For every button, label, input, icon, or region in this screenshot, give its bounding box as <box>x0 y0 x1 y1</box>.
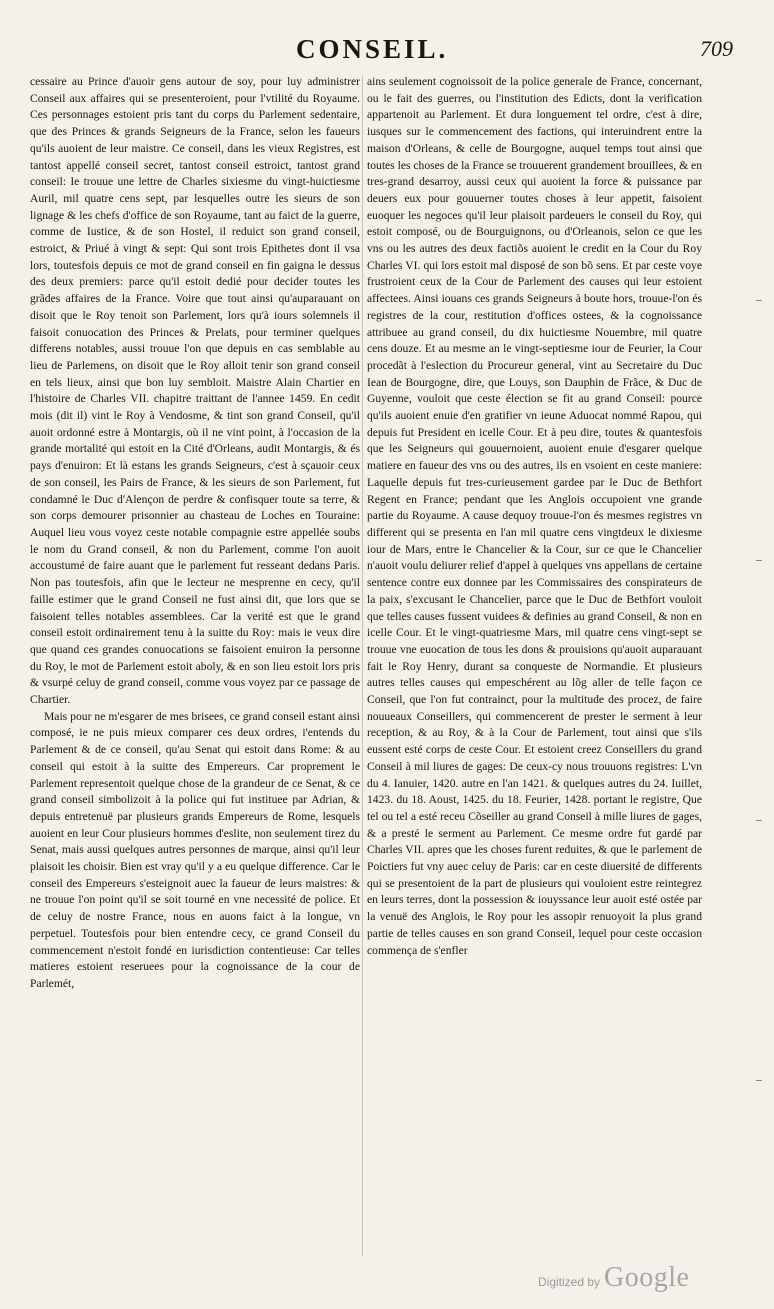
column-divider <box>362 76 363 1256</box>
left-column <box>30 74 360 993</box>
google-logo: Google <box>604 1262 690 1293</box>
margin-tick <box>756 300 762 301</box>
right-column <box>367 74 702 959</box>
running-title: CONSEIL. <box>296 34 449 64</box>
page-header <box>0 28 774 72</box>
digitized-label: Digitized by <box>538 1275 601 1289</box>
margin-tick <box>756 560 762 561</box>
margin-tick <box>756 820 762 821</box>
left-paragraph-2: Mais pour ne m'esgarer de mes brisees, ce grand conseil estant ainsi composé, ie ne puis mieux comparer ces deux ordres, i'entends du Parlement & de ce conseil, qu'au Senat qui estoit dans Rome: & au conseil qui estoit à la suitte des Empereurs. Car proprement le Parlement representoit quelque chose de la grandeur de ce Senat, & ce grand conseil simbolizoit à la police qui fut instituee par Adrian, & depuis entretenuë par plusieurs grands Empereurs de Rome, lesquels auoient en leur Cour plusieurs hommes d'eslite, non seulement tirez du Senat, mais aussi quelques autres personnes de marque, ainsi qu'il leur plaisoit les choisir. Bien est vray qu'il y a eu quelque difference. Car le conseil des Empereurs s'esteignoit auec la faueur de leurs maistres: & ne trouue l'on point qu'il se soit tourné en vne necessité de police. Et de celuy de nostre France, nous en auons faict à la longue, vn perpetuel. Toutesfois pour bien entendre cecy, ce grand Conseil du commencement n'estoit fondé en iurisdiction contentieuse: Car telles matieres estoient reseruees pour la cognoissance de la cour de Parlemét, <box>30 709 360 990</box>
digitized-footer <box>538 1262 689 1294</box>
margin-tick <box>756 1080 762 1081</box>
page-number: 709 <box>700 36 733 61</box>
left-paragraph-1: cessaire au Prince d'auoir gens autour de soy, pour luy administrer Conseil aux affaires qui se presenteroient, pour l'vtilité du Royaume. Ces personnages estoient pris tant du corps du Parlement sedentaire, que des Princes & grands Seigneurs de la France, selon les faueurs qu'ils auoient de leur maistre. Ce conseil, dans les vieux Registres, est tantost appellé conseil secret, tantost conseil estroict, tantost grand conseil: Ie trouue une lettre de Charles sixiesme du vingt-huictiesme Auril, mil quatre cens sept, par lesquelles outre les sieurs de son lignage & les chefs d'office de son Royaume, tant au faict de la guerre, comme de Iustice, & de son Hostel, il reduict son grand conseil, estroict, & Priué à vingt & sept: Qui sont trois Epithetes dont il vsa lors, toutesfois depuis ce mot de grand conseil en fin gaigna le dessus des deux premiers: parce qu'il estoit dedié pour decider toutes les grãdes affaires de la France. Voire que tout ainsi qu'auparauant on disoit que le Roy tenoit son Parlement, lors qu'à iours solemnels il faisoit conuocation des Princes & Prelats, pour terminer quelques differens notables, aussi trouue l'on que depuis en cas semblable au lieu de Parlemens, on disoit que le Roy alloit tenir son grand conseil en tels lieux, ainsi que bon luy sembloit. Maistre Alain Chartier en l'histoire de Charles VII. chapitre traittant de l'annee 1459. En cedit mois (dit il) vint le Roy à Vendosme, & tint son grand Conseil, qu'il auoit ordonné estre à Montargis, où il ne vint point, à l'occasion de la grande mortalité qui estoit en la Cité d'Orleans, audit Montargis, & és pays d'enuiron: Et là estans les grands Seigneurs, c'est à sçauoir ceux de son conseil, les Pairs de France, & les sieurs de son Parlement, fut condamné le Duc d'Alençon de perdre & confisquer toute sa terre, & son corps demourer prisonnier au chasteau de Loches en Touraine: Auquel lieu vous voyez ceste notable compagnie estre appellée soubs le nom du Grand conseil, & non du Parlement, comme l'on auoit accoustumé de faire auant que le parlement fut resseant dedans Paris. Non pas toutesfois, afin que le lecteur ne mesprenne en cecy, qu'il faille estimer que le grand Conseil ne fust ainsi dit, que lors que se faisoient telles notables assemblees. Car la verité est que le grand conseil estoit ordinairement tenu à la suitte du Roy: mais ie veux dire que quand ces grandes conuocations se faisoient enuiron la personne du Roy, le mot de Parlement estoit aboly, & en son lieu estoit lors pris & vsurpé celuy de grand conseil, comme vous voyez par ce passage de Chartier. <box>30 75 360 707</box>
right-paragraph-1: ains seulement cognoissoit de la police generale de France, concernant, ou le fait des guerres, ou l'institution des Edicts, dont la verification appartenoit au Parlement. Et dura longuement tel ordre, c'est à dire, iusques sur le commencement des factions, qui interuindrent entre la maison d'Orleans, & celle de Bourgogne, auquel temps tout ainsi que toutes les choses de la France se trouuerent grandement brouillees, & en tres-grand desarroy, aussi ceux qui auoient la force & puissance par deuers eux pour gouuerner toutes choses à leur appetit, faisoient euoquer les negoces qu'il leur plaisoit pardeuers le conseil du Roy, qui estoit composé, ou de Bourguignons, ou d'Orleanois, selon ce que les vns ou les autres des deux factiõs auoient le credit en la Cour du Roy Charles VI. qui lors estoit mal disposé de son bõ sens. Et par ceste voye frustroient ceux de la Cour de Parlement des causes qui leur estoient affectees. Ainsi iouans ces grands Seigneurs à boute hors, trouue-l'on és registres de la cour, restitution d'offices ostees, & la cognoissance attribuee au grand conseil, du dix huictiesme Nouembre, mil quatre cens douze. Et au mesme an le vingt-septiesme iour de Feurier, la Cour procedãt à l'eslection du Procureur general, vint au Secretaire du Duc Iean de Bourgogne, dire, que Louys, son Dauphin de Frãce, & Duc de Guyenne, vouloit que ceste élection se fit au grand Conseil: pource qu'ils auoient enuie d'en gratifier vn ieune Aduocat nommé Rapou, qui depuis fut President en icelle Cour. Et à peu dire, toutes & quantesfois que les Seigneurs qui gouuernoient, auoient enuie d'esgarer quelque matiere en faueur des vns ou des autres, ils en vsoient en ceste maniere: Laquelle depuis fut tres-curieusement gardee par le Duc de Bethfort Regent en France; pendant que les Anglois occupoient vne grande partie du Royaume. A cause dequoy trouue-l'on és mesmes registres vn different qui se presenta en l'an mil quatre cens vingtdeux le dixiesme iour de Mars, entre le Chancelier & la Cour, sur ce que le Chancelier n'auoit voulu deliurer relief d'appel à quelques vns appellans de certaine sentence contre eux donnee par les Commissaires des conspirateurs de la paix, s'excusant le Chancelier, parce que le Duc de Bethfort vouloit que telles causes fussent vuidees & definies au grand Conseil, & non en icelle Cour. Et le vingt-quatriesme Mars, mil quatre cens vingt-sept se trouue vne euocation de tous les dons & prouisions qu'auoit auparauant fait le Roy Henry, durant sa conqueste de Normandie. Et plusieurs autres telles causes qui empeschérent au lõg aller de telle façon ce Conseil, que l'on fut contrainct, pour la multitude des procez, de faire nouueaux Conseillers, qui commencerent de prester le serment à leur reception, & au Roy, & à la Cour de Parlement, tout ainsi que s'ils eussent esté corps de ceste Cour. Et estoient creez Conseillers du grand Conseil à mil liures de gages: De ceux-cy nous trouuons registres: L'vn du 4. Ianuier, 1420. autre en l'an 1421. & quelques autres du 24. Iuillet, 1423. du 18. Aoust, 1425. du 18. Feurier, 1428. portant le registre, Que tel ou tel a esté receu Cõseiller au grand Conseil à mille liures de gages, & a presté le serment au Parlement. Ce mesme ordre fut gardé par Charles VII. apres que les choses furent reduites, & que le parlement de Poictiers fut vny auec celuy de Paris: car en ceste diuersité de differents qui se presentoient de la part de plusieurs qui vouloient estre reintegrez en leurs terres, dont la possession & iouyssance leur auoit esté ostée par la venuë des Anglois, le Roy pour les assopir renuoyoit la plus grand partie de telles causes en son grand Conseil, lequel pour ceste occasion commença de s'enfler <box>367 75 702 957</box>
